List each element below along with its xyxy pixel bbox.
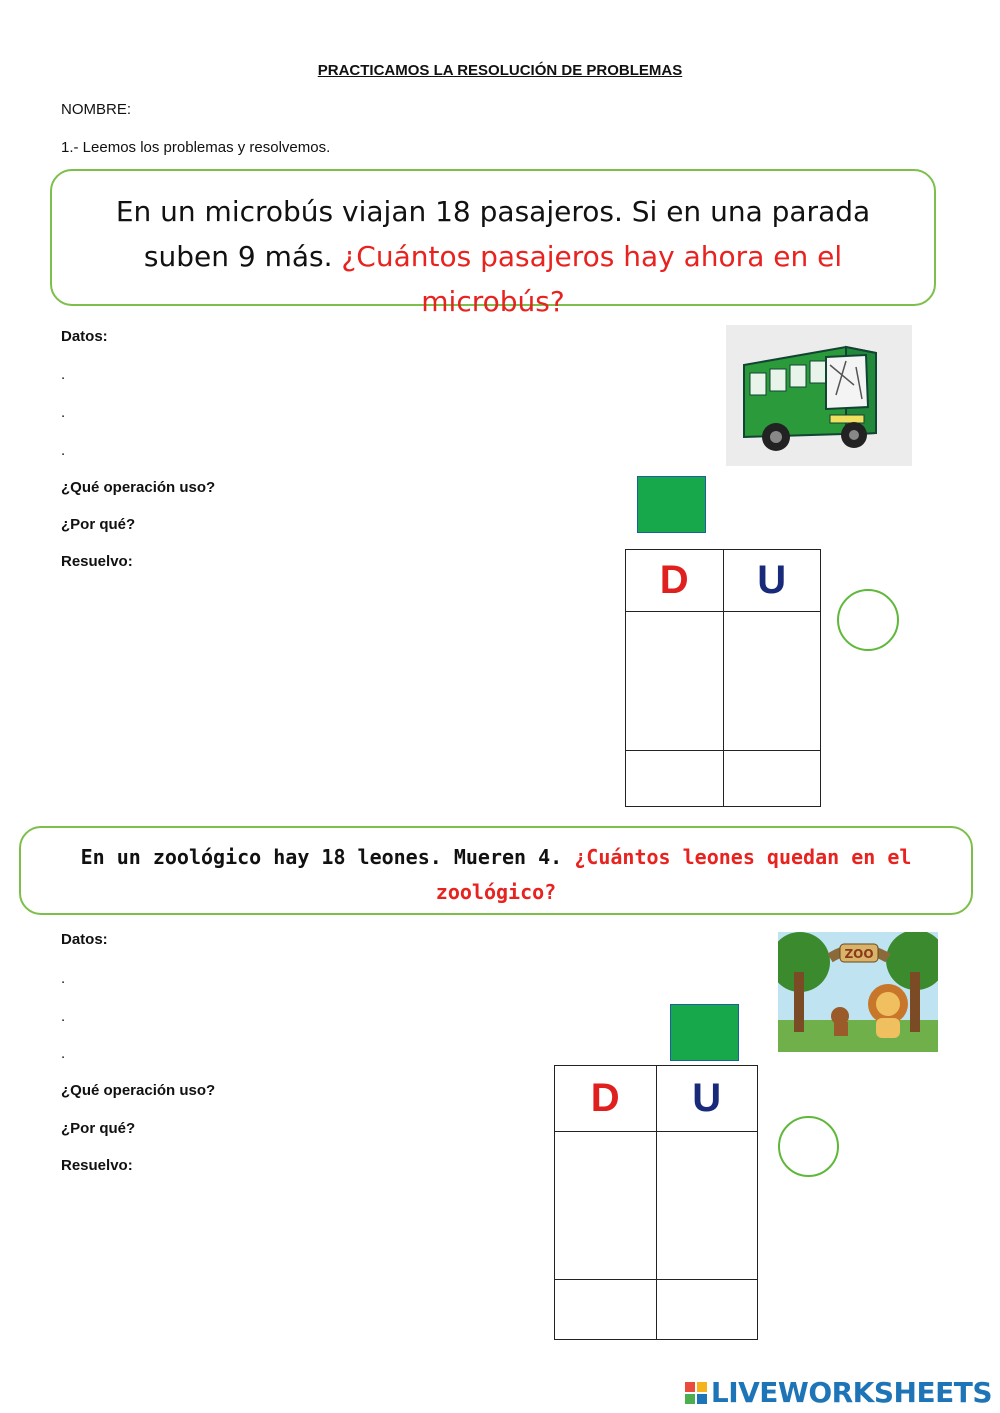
problem-2-datos-line-1[interactable]: . — [61, 970, 66, 987]
svg-text:ZOO: ZOO — [844, 947, 874, 961]
problem-1-solve-label: Resuelvo: — [61, 553, 133, 570]
problem-2-box — [19, 826, 973, 915]
problem-1-units-result[interactable] — [723, 751, 821, 807]
problem-1-why-label: ¿Por qué? — [61, 516, 136, 533]
problem-2-question: ¿Cuántos leones quedan en el zoológico? — [435, 845, 912, 904]
problem-1-tens-result[interactable] — [626, 751, 724, 807]
logo-text: LIVEWORKSHEETS — [710, 1376, 992, 1409]
problem-2-why-label: ¿Por qué? — [61, 1120, 136, 1137]
name-label: NOMBRE: — [61, 101, 132, 118]
problem-2-datos-line-3[interactable]: . — [61, 1045, 66, 1062]
problem-1-place-value-table — [625, 549, 821, 807]
problem-1-datos-line-2[interactable]: . — [61, 404, 66, 421]
problem-2-solve-label: Resuelvo: — [61, 1157, 133, 1174]
problem-2-operation-label: ¿Qué operación uso? — [61, 1082, 216, 1099]
problem-2-place-value-table — [554, 1065, 758, 1340]
problem-2-tens-result[interactable] — [555, 1280, 657, 1340]
problem-1-operation-label: ¿Qué operación uso? — [61, 479, 216, 496]
problem-1-operation-square[interactable] — [637, 476, 706, 533]
problem-1-question: ¿Cuántos pasajeros hay ahora en el microbús? — [341, 240, 843, 318]
problem-2-tens-header: D — [555, 1066, 657, 1132]
problem-1-statement: En un microbús viajan 18 pasajeros. Si en una parada suben 9 más. — [115, 195, 871, 273]
problem-2-datos-label: Datos: — [61, 931, 108, 948]
problem-2-answer-circle[interactable] — [778, 1116, 839, 1177]
problem-1-units-cell[interactable] — [723, 612, 821, 751]
problem-2-operation-square[interactable] — [670, 1004, 739, 1061]
problem-1-datos-line-3[interactable]: . — [61, 442, 66, 459]
problem-1-tens-cell[interactable] — [626, 612, 724, 751]
problem-2-units-result[interactable] — [656, 1280, 758, 1340]
liveworksheets-logo — [685, 1376, 992, 1409]
zoo-illustration — [778, 932, 938, 1052]
instruction-text: 1.- Leemos los problemas y resolvemos. — [61, 139, 331, 156]
problem-2-statement: En un zoológico hay 18 leones. Mueren 4. — [80, 845, 563, 869]
problem-1-datos-label: Datos: — [61, 328, 108, 345]
problem-1-tens-header: D — [626, 550, 724, 612]
bus-icon — [726, 325, 912, 466]
problem-1-box — [50, 169, 936, 318]
bus-illustration — [726, 325, 912, 466]
problem-2-datos-line-2[interactable]: . — [61, 1008, 66, 1025]
problem-2-tens-cell[interactable] — [555, 1132, 657, 1280]
logo-mark-icon — [685, 1382, 707, 1404]
problem-1-answer-circle[interactable] — [837, 589, 899, 651]
problem-1-datos-line-1[interactable]: . — [61, 366, 66, 383]
worksheet-title: PRACTICAMOS LA RESOLUCIÓN DE PROBLEMAS — [317, 62, 683, 79]
zoo-lion-icon — [778, 932, 938, 1052]
problem-2-units-header: U — [656, 1066, 758, 1132]
problem-2-units-cell[interactable] — [656, 1132, 758, 1280]
problem-1-units-header: U — [723, 550, 821, 612]
